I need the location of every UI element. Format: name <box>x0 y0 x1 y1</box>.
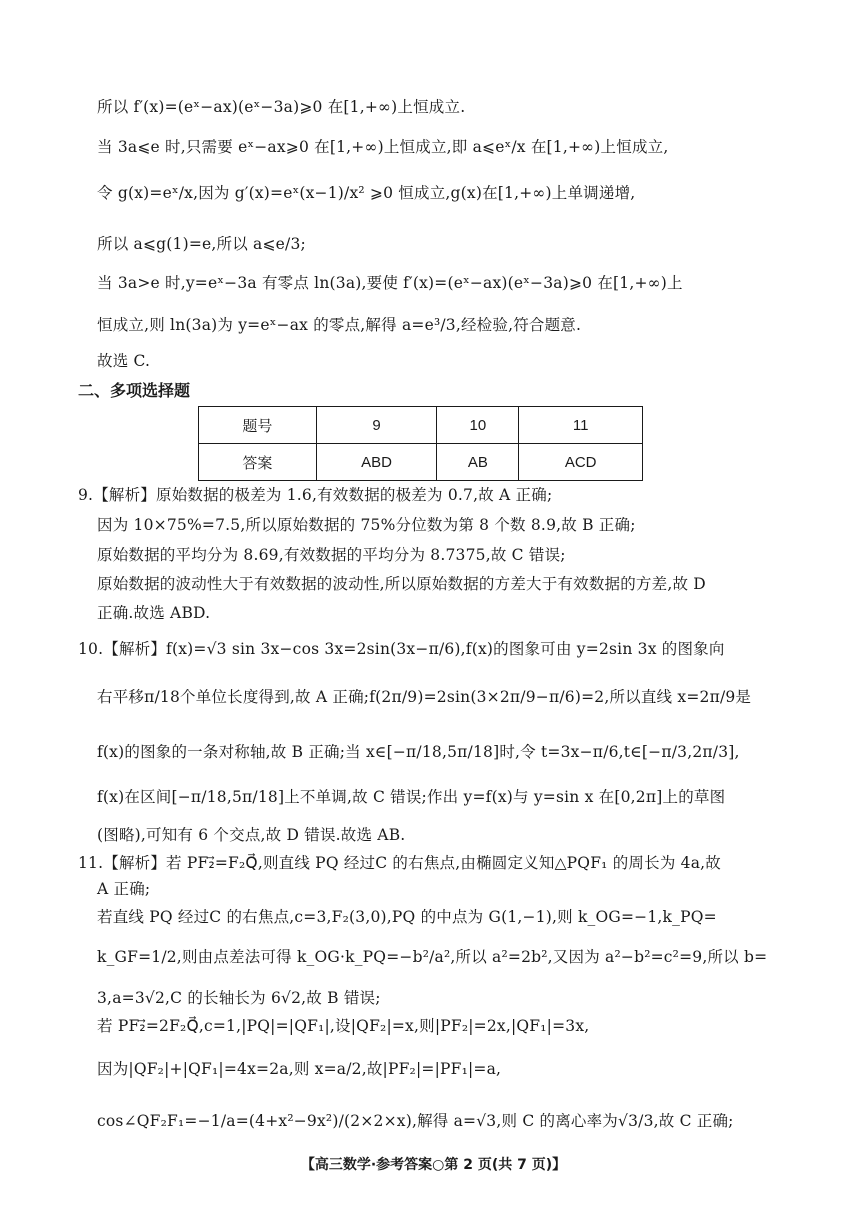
solution-line: 3,a=3√2,C 的长轴长为 6√2,故 B 错误; <box>97 989 381 1007</box>
table-cell: 11 <box>519 407 643 444</box>
table-cell: ACD <box>519 444 643 481</box>
solution-line: 原始数据的平均分为 8.69,有效数据的平均分为 8.7375,故 C 错误; <box>97 546 566 564</box>
text-line: 当 3a⩽e 时,只需要 eˣ−ax⩾0 在[1,+∞)上恒成立,即 a⩽eˣ/x 在[1,+∞)上恒成立, <box>97 138 669 156</box>
table-header-cell: 答案 <box>199 444 317 481</box>
table-cell: 9 <box>316 407 437 444</box>
text-line: 所以 a⩽g(1)=e,所以 a⩽e/3; <box>97 235 306 253</box>
solution-line: 若 PF₂⃗=2F₂Q⃗,c=1,|PQ|=|QF₁|,设|QF₂|=x,则|PF₂|=2x,|QF₁|=3x, <box>97 1017 590 1035</box>
solution-line: 因为 10×75%=7.5,所以原始数据的 75%分位数为第 8 个数 8.9,故 B 正确; <box>97 516 636 534</box>
text-line: 当 3a>e 时,y=eˣ−3a 有零点 ln(3a),要使 f′(x)=(eˣ−ax)(eˣ−3a)⩾0 在[1,+∞)上 <box>97 274 683 292</box>
solution-line: 11.【解析】若 PF₂⃗=F₂Q⃗,则直线 PQ 经过C 的右焦点,由椭圆定义知△PQF₁ 的周长为 4a,故 <box>78 854 721 872</box>
solution-line: 右平移π/18个单位长度得到,故 A 正确;f(2π/9)=2sin(3×2π/9−π/6)=2,所以直线 x=2π/9是 <box>97 688 752 706</box>
table-row <box>199 444 643 481</box>
table-cell: 10 <box>437 407 519 444</box>
table-row <box>199 407 643 444</box>
solution-line: 10.【解析】f(x)=√3 sin 3x−cos 3x=2sin(3x−π/6),f(x)的图象可由 y=2sin 3x 的图象向 <box>78 640 725 658</box>
solution-line: 正确.故选 ABD. <box>97 604 211 622</box>
text-line: 恒成立,则 ln(3a)为 y=eˣ−ax 的零点,解得 a=e³/3,经检验,符合题意. <box>97 316 582 334</box>
solution-line: (图略),可知有 6 个交点,故 D 错误.故选 AB. <box>97 826 406 844</box>
solution-line: 9.【解析】原始数据的极差为 1.6,有效数据的极差为 0.7,故 A 正确; <box>78 486 553 504</box>
page-footer: 【高三数学·参考答案○第 2 页(共 7 页)】 <box>300 1157 567 1173</box>
solution-line: 原始数据的波动性大于有效数据的波动性,所以原始数据的方差大于有效数据的方差,故 D <box>97 575 706 593</box>
table-header-cell: 题号 <box>199 407 317 444</box>
solution-line: f(x)在区间[−π/18,5π/18]上不单调,故 C 错误;作出 y=f(x)与 y=sin x 在[0,2π]上的草图 <box>97 788 726 806</box>
solution-line: 若直线 PQ 经过C 的右焦点,c=3,F₂(3,0),PQ 的中点为 G(1,−1),则 k_OG=−1,k_PQ= <box>97 908 717 926</box>
answer-table <box>198 406 643 481</box>
table-cell: AB <box>437 444 519 481</box>
table-cell: ABD <box>316 444 437 481</box>
text-line: 令 g(x)=eˣ/x,因为 g′(x)=eˣ(x−1)/x² ⩾0 恒成立,g(x)在[1,+∞)上单调递增, <box>97 184 636 202</box>
text-line: 所以 f′(x)=(eˣ−ax)(eˣ−3a)⩾0 在[1,+∞)上恒成立. <box>97 98 466 116</box>
solution-line: cos∠QF₂F₁=−1/a=(4+x²−9x²)/(2×2×x),解得 a=√3,则 C 的离心率为√3/3,故 C 正确; <box>97 1112 734 1130</box>
solution-line: A 正确; <box>97 880 151 898</box>
solution-line: k_GF=1/2,则由点差法可得 k_OG·k_PQ=−b²/a²,所以 a²=2b²,又因为 a²−b²=c²=9,所以 b= <box>97 948 768 966</box>
text-line: 故选 C. <box>97 352 151 370</box>
section-title: 二、多项选择题 <box>78 381 191 400</box>
solution-line: 因为|QF₂|+|QF₁|=4x=2a,则 x=a/2,故|PF₂|=|PF₁|=a, <box>97 1060 502 1078</box>
solution-line: f(x)的图象的一条对称轴,故 B 正确;当 x∈[−π/18,5π/18]时,令 t=3x−π/6,t∈[−π/3,2π/3], <box>97 743 740 761</box>
